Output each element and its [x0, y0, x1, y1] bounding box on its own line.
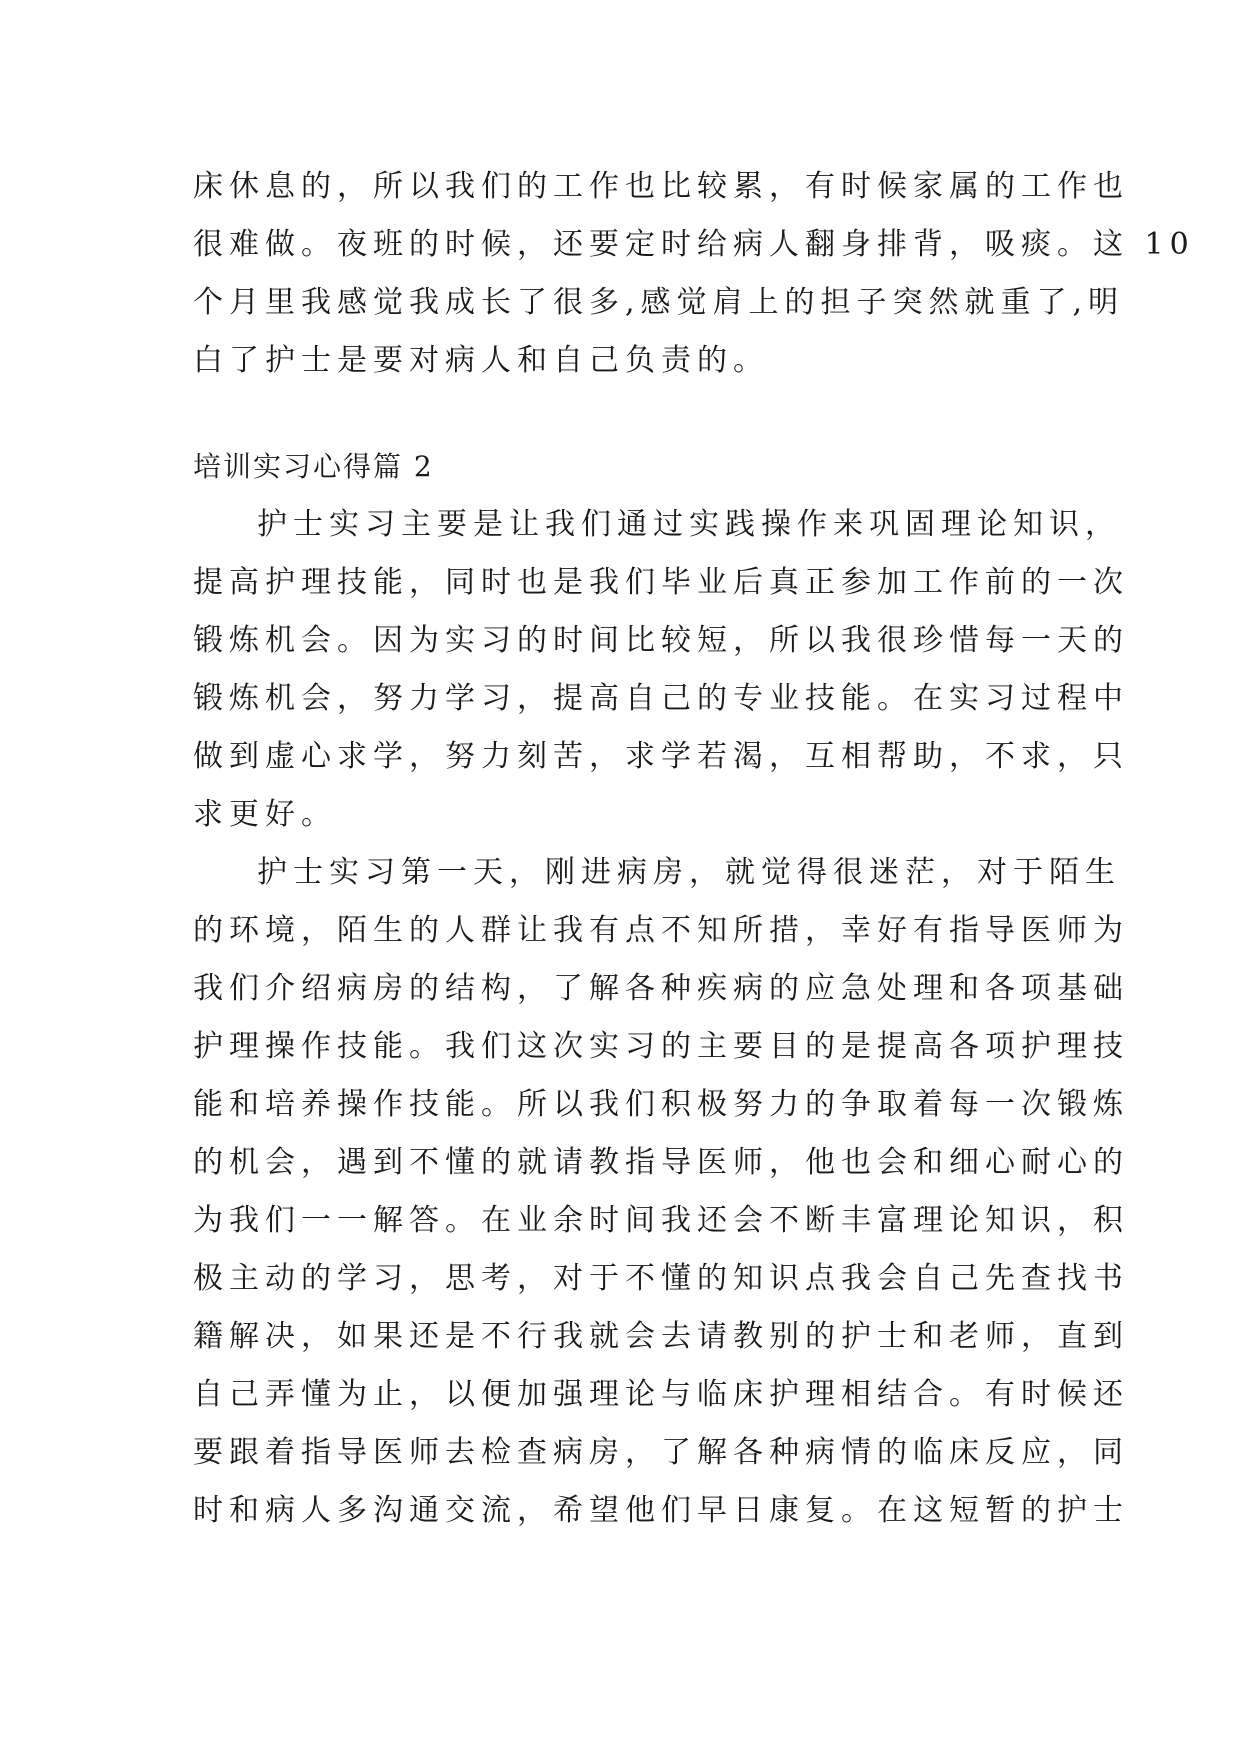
text-line: 籍解决，如果还是不行我就会去请教别的护士和老师，直到 — [193, 1319, 1129, 1354]
continued-paragraph — [193, 158, 1195, 390]
text-line: 白了护士是要对病人和自己负责的。 — [193, 343, 769, 378]
text-line: 锻炼机会，努力学习，提高自己的专业技能。在实习过程中 — [193, 681, 1129, 716]
text-line: 求更好。 — [193, 797, 337, 832]
section-title: 培训实习心得篇 2 — [193, 450, 434, 483]
text-line: 为我们一一解答。在业余时间我还会不断丰富理论知识，积 — [193, 1203, 1129, 1238]
text-line: 锻炼机会。因为实习的时间比较短，所以我很珍惜每一天的 — [193, 623, 1129, 658]
text-line: 极主动的学习，思考，对于不懂的知识点我会自己先查找书 — [193, 1261, 1129, 1296]
text-line: 提高护理技能，同时也是我们毕业后真正参加工作前的一次 — [193, 565, 1129, 600]
text-line: 护士实习主要是让我们通过实践操作来巩固理论知识， — [257, 507, 1121, 542]
text-line: 时和病人多沟通交流，希望他们早日康复。在这短暂的护士 — [193, 1493, 1129, 1528]
text-line: 自己弄懂为止，以便加强理论与临床护理相结合。有时候还 — [193, 1377, 1129, 1412]
text-line: 床休息的，所以我们的工作也比较累，有时候家属的工作也 — [193, 169, 1129, 204]
text-line: 要跟着指导医师去检查病房，了解各种病情的临床反应，同 — [193, 1435, 1129, 1470]
text-line: 很难做。夜班的时候，还要定时给病人翻身排背，吸痰。这 10 — [193, 227, 1195, 262]
text-line: 个月里我感觉我成长了很多,感觉肩上的担子突然就重了,明 — [193, 285, 1125, 320]
text-line: 的机会，遇到不懂的就请教指导医师，他也会和细心耐心的 — [193, 1145, 1129, 1180]
paragraph-1 — [193, 496, 1129, 844]
document-page — [193, 158, 1195, 1540]
text-line: 护理操作技能。我们这次实习的主要目的是提高各项护理技 — [193, 1029, 1129, 1064]
paragraph-2 — [193, 844, 1129, 1540]
text-line: 的环境，陌生的人群让我有点不知所措，幸好有指导医师为 — [193, 913, 1129, 948]
text-line: 做到虚心求学，努力刻苦，求学若渴，互相帮助，不求，只 — [193, 739, 1129, 774]
text-line: 我们介绍病房的结构，了解各种疾病的应急处理和各项基础 — [193, 971, 1129, 1006]
text-line: 护士实习第一天，刚进病房，就觉得很迷茫，对于陌生 — [257, 855, 1121, 890]
text-line: 能和培养操作技能。所以我们积极努力的争取着每一次锻炼 — [193, 1087, 1129, 1122]
